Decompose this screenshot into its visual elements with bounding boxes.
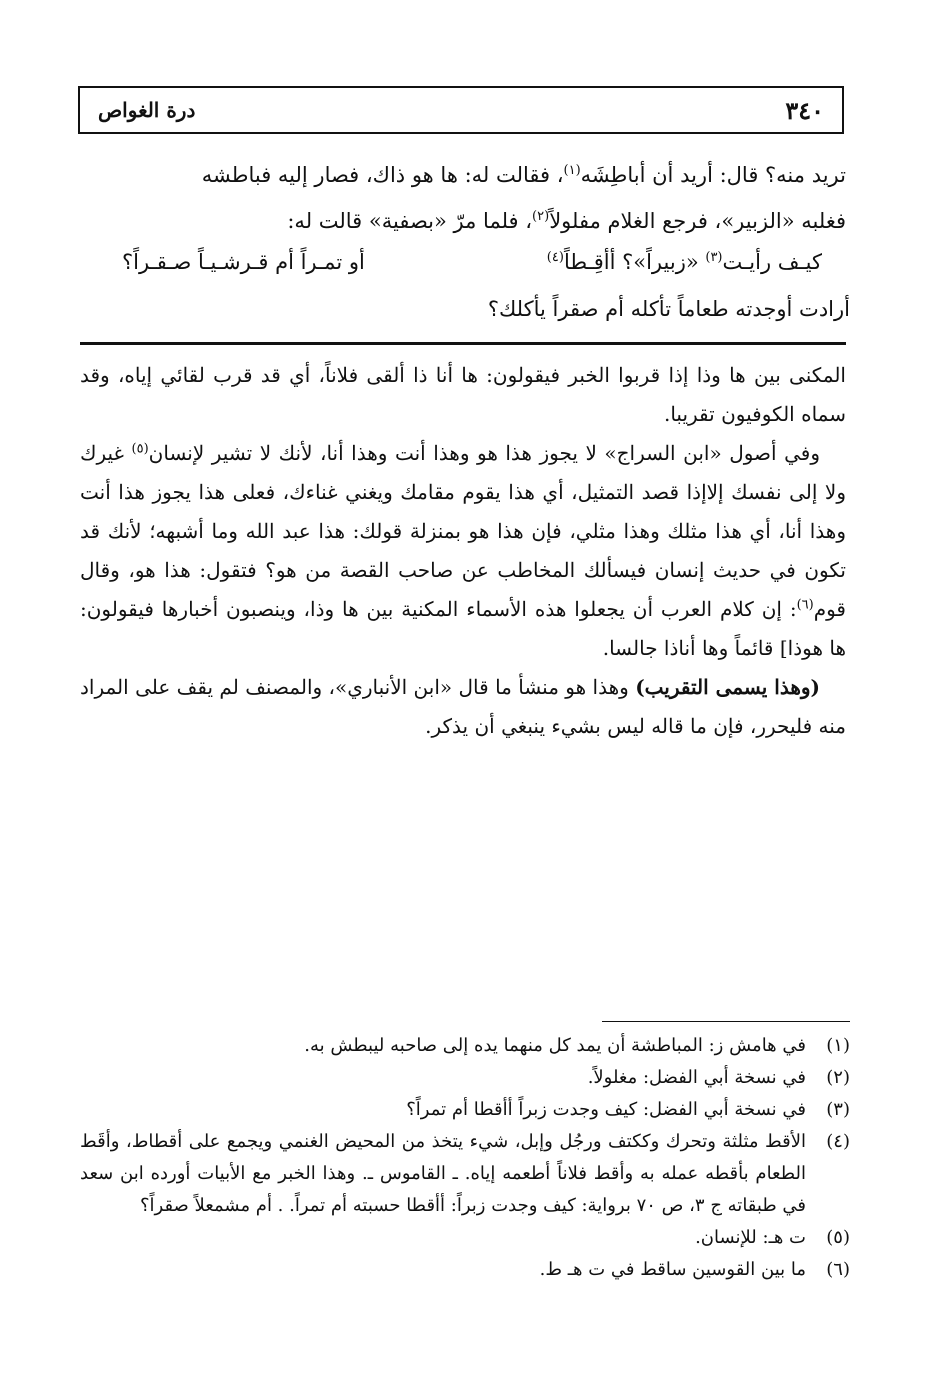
poem-hemistich-2: أو تمـراً أم قـرشـيـاً صـقـراً؟ [122, 250, 365, 274]
page-number: ٣٤٠ [785, 95, 824, 125]
commentary-paragraph-1: المكنى بين ها وذا إذا قربوا الخبر فيقولون: ها أنا ذا ألقى فلاناً، أي قد قرب لقائي إياه، وقد سماه الكوفيون تقريبا. [80, 363, 846, 426]
commentary-paragraph-2: وفي أصول «ابن السراج» لا يجوز هذا هو وهذا أنت وهذا أنا، لأنك لا تشير لإنسان$^{(٥)}$ غيرك ولا إلى نفسك إلاإذا قصد التمثيل، أي هذا يقوم مقامك ويغني غناءك، فعلى هذا يجوز هذا أنت وهذا أنا، أي هذا مثلك وهذا مثلي، فإن هذا هو بمنزلة قولك: هذا عبد الله وما أشبهه؛ لأنك قد تكون في حديث إنسان فيسألك المخاطب عن صاحب القصة من هو؟ فتقول: هذا هو، وقال قوم$^{(٦)}$: إن كلام العرب أن يجعلوا هذه الأسماء المكنية بين ها وذا، وينصبون أخبارها فيقولون: ها هوذا] قائماً وها أناذا جالسا. [80, 441, 846, 660]
footnote-item [80, 1222, 850, 1254]
main-text [80, 152, 846, 244]
footnote-divider [602, 1021, 850, 1022]
footnote-text: الأقط مثلثة وتحرك وككتف ورجُل وإبل، شيء يتخذ من المحيض الغنمي ويجمع على أقطاط، وأقَط الطعام بأقطه عمله به وأقط فلاناً أطعمه إياه. ـ القاموس ـ. وهذا الخبر مع الأبيات أورده ابن سعد في طبقاته ج ٣، ص ٧٠ برواية: كيف وجدت زبراً: أأقطا حسبته أم تمراً. . أم مشمعلاً صقراً؟ [80, 1131, 806, 1216]
footnote-text: في نسخة أبي الفضل: كيف وجدت زبراً أأقطا أم تمراً؟ [406, 1099, 806, 1120]
main-line-4: أرادت أوجدته طعاماً تأكله أم صقراً يأكلك؟ [487, 297, 850, 321]
footnote-text: في نسخة أبي الفضل: مغلولاً. [587, 1067, 806, 1088]
footnote-text: في هامش ز: المباطشة أن يمد كل منهما يده إلى صاحبه ليبطش به. [304, 1035, 806, 1056]
footnote-text: ت هـ: للإنسان. [695, 1227, 806, 1248]
poem-hemistich-1: كيـف رأيـت$^{(٣)}$ «زبيراً»؟ أأقِـطاً$^{(٤)}$ [546, 250, 822, 274]
footnote-ref-2: (٢) [532, 209, 550, 224]
footnote-item [80, 1030, 850, 1062]
footnote-number: (٢) [826, 1067, 850, 1088]
running-title: درة الغواص [98, 98, 196, 122]
footnote-number: (٦) [826, 1259, 850, 1280]
main-line-1: تريد منه؟ قال: أريد أن أباطِشَه$^{(١)}$، فقالت له: ها هو ذاك، فصار إليه فباطشه [201, 163, 846, 187]
main-line-2: فغلبه «الزبير»، فرجع الغلام مفلولاً$^{(٢)}$، فلما مرّ «بصفية» قالت له: [287, 209, 846, 233]
footnote-number: (٤) [826, 1131, 850, 1152]
footnote-ref-1: (١) [563, 163, 581, 178]
commentary-paragraph-3: (وهذا يسمى التقريب) وهذا هو منشأ ما قال «ابن الأنباري»، والمصنف لم يقف على المراد منه فليحرر، فإن ما قاله ليس بشيء ينبغي أن يذكر. [80, 675, 846, 738]
footnote-number: (١) [826, 1035, 850, 1056]
footnote-number: (٥) [826, 1227, 850, 1248]
footnote-text: ما بين القوسين ساقط في ت هـ ط. [539, 1259, 806, 1280]
footnote-item [80, 1062, 850, 1094]
footnote-item [80, 1254, 850, 1286]
footnote-number: (٣) [826, 1099, 850, 1120]
footnotes [80, 1030, 850, 1286]
footnote-item [80, 1126, 850, 1222]
footnote-ref-4: (٤) [546, 250, 564, 265]
commentary-text [80, 356, 846, 746]
footnote-ref-6: (٦) [796, 597, 814, 613]
page-header [78, 86, 844, 134]
footnote-ref-3: (٣) [705, 250, 723, 265]
footnote-item [80, 1094, 850, 1126]
text-divider [80, 342, 846, 345]
footnote-ref-5: (٥) [131, 441, 149, 457]
emphasis-phrase: (وهذا يسمى التقريب) [635, 675, 821, 699]
